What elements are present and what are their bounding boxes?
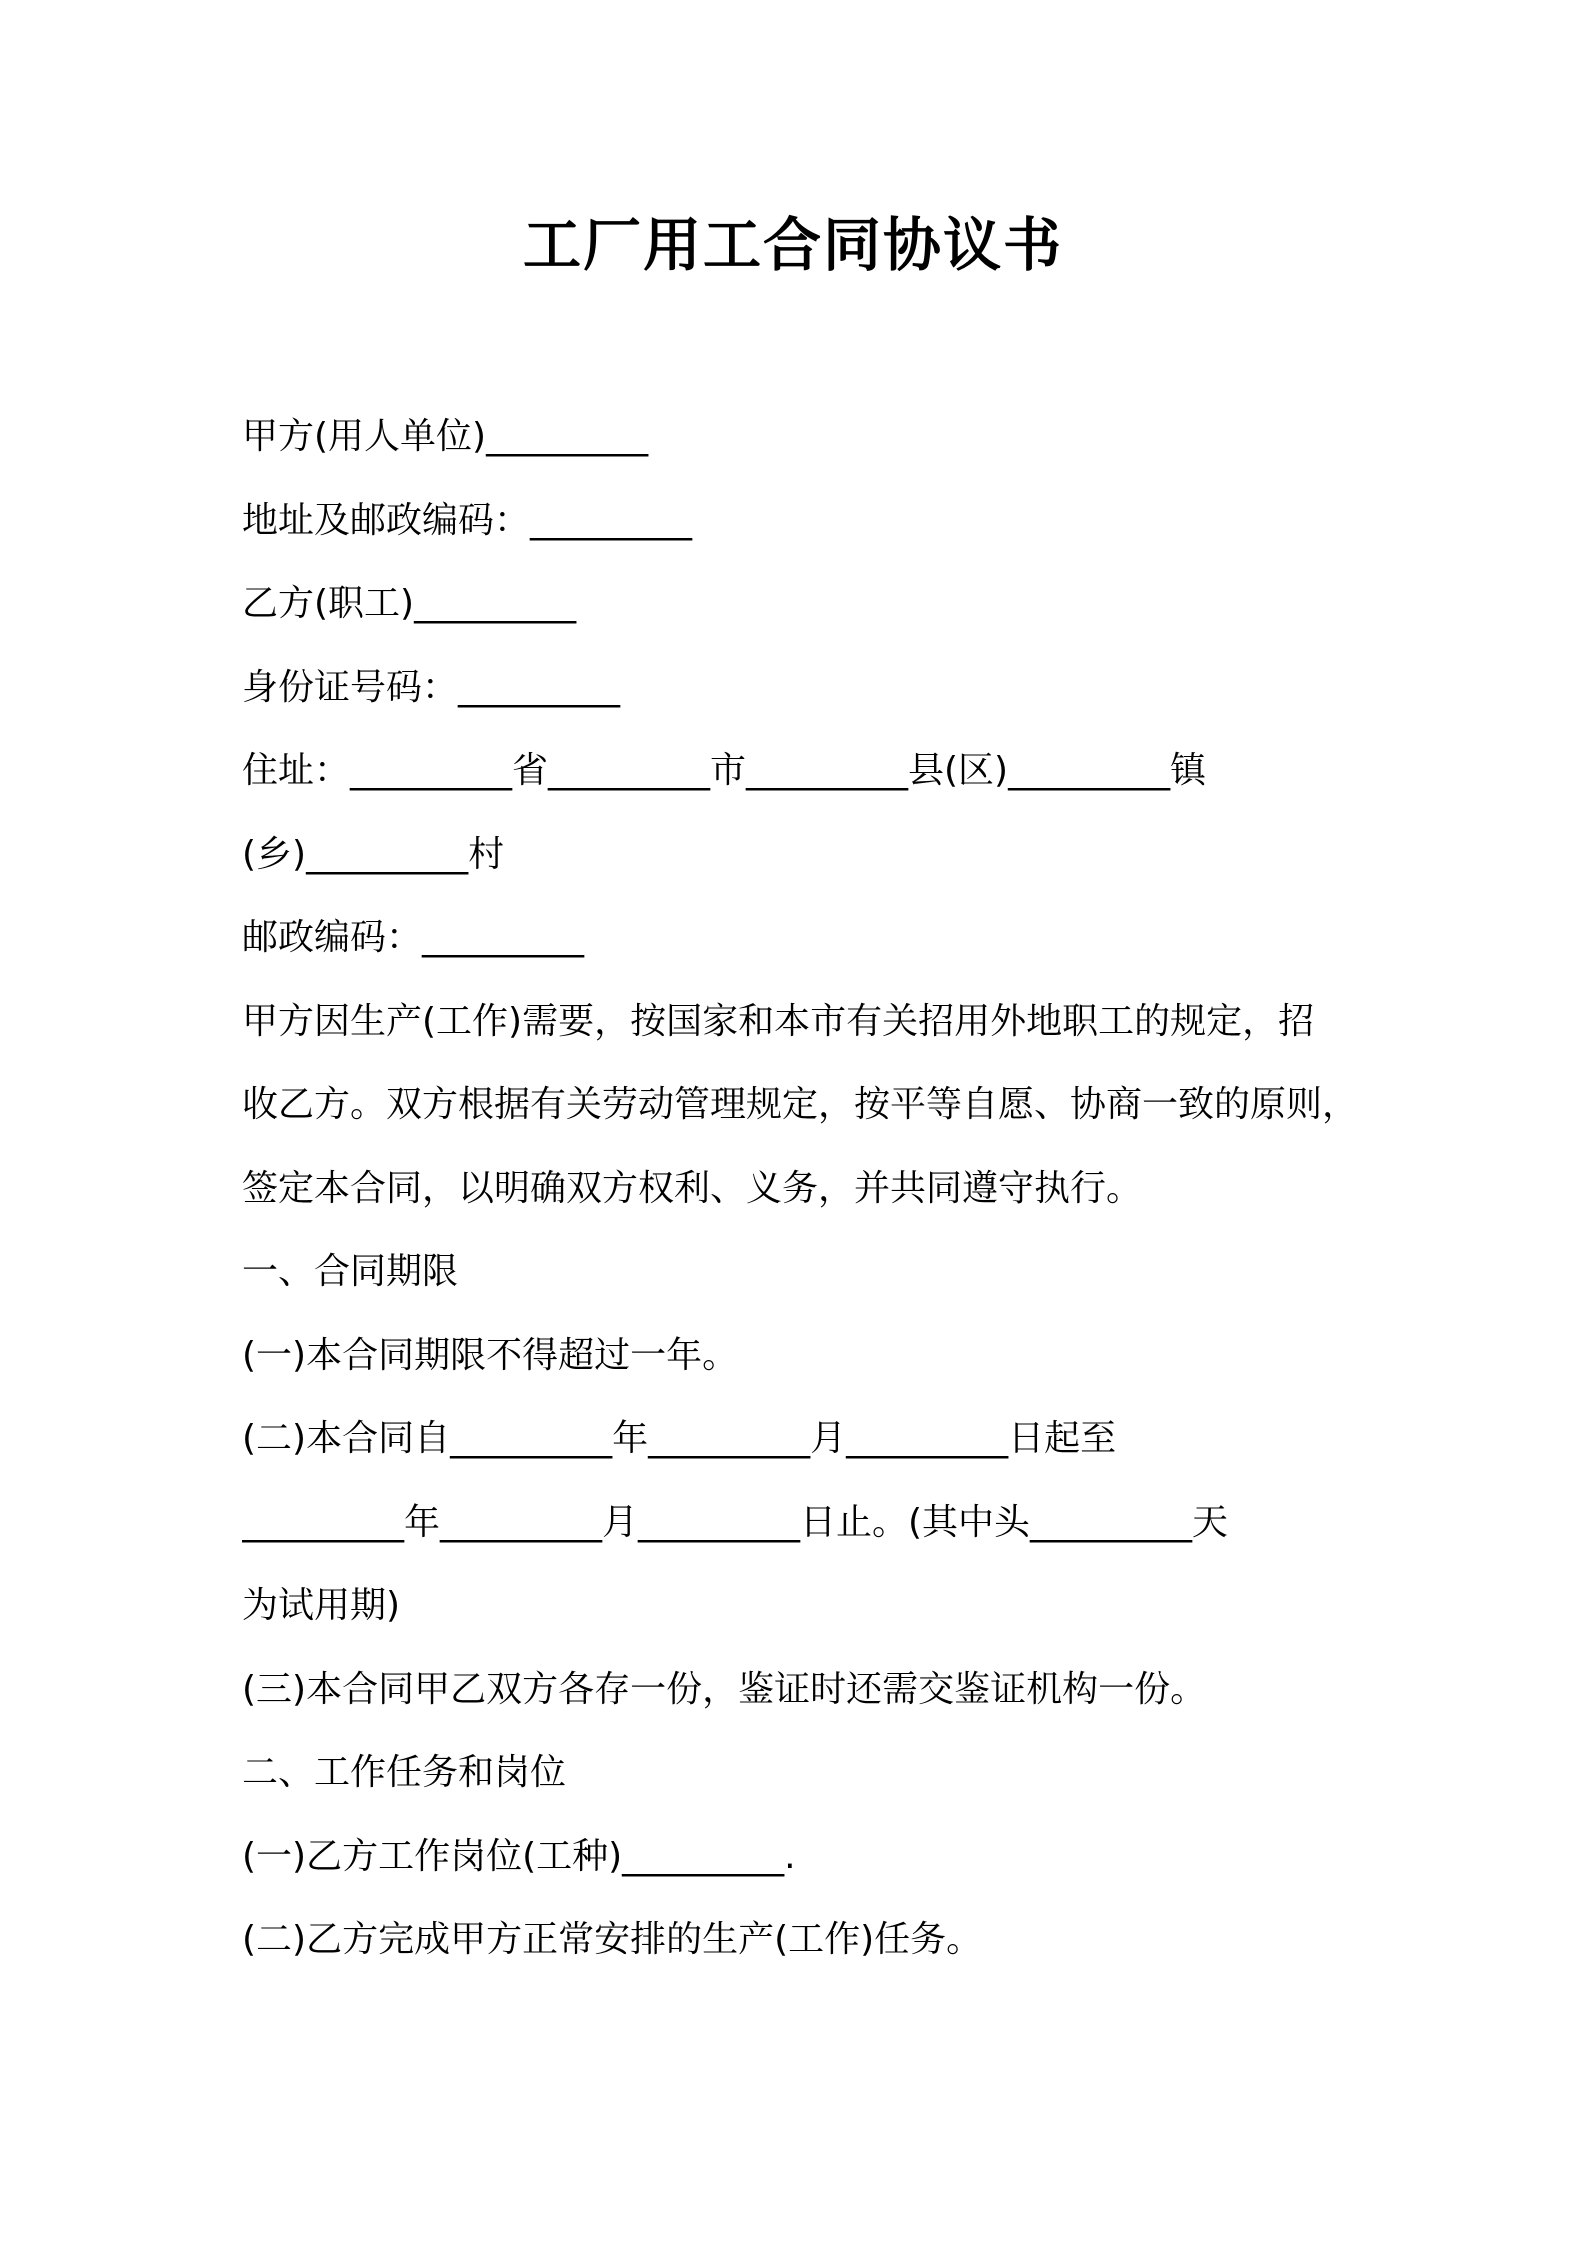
address-postcode-line: 地址及邮政编码：_________ bbox=[242, 499, 693, 541]
section-heading-duties: 二、工作任务和岗位 bbox=[242, 1752, 567, 1793]
party-b-line: 乙方(职工)_________ bbox=[242, 583, 577, 624]
document-body bbox=[242, 402, 1362, 1989]
preamble-line-1: 甲方因生产(工作)需要，按国家和本市有关招用外地职工的规定，招 bbox=[242, 1000, 1315, 1042]
section-heading-term: 一、合同期限 bbox=[242, 1251, 459, 1292]
postcode-line: 邮政编码：_________ bbox=[242, 917, 585, 958]
document-title: 工厂用工合同协议书 bbox=[522, 211, 1063, 279]
residence-line-cont: (乡)_________村 bbox=[242, 833, 505, 875]
clause-1-1: (一)本合同期限不得超过一年。 bbox=[242, 1334, 739, 1376]
clause-2-1: (一)乙方工作岗位(工种)_________. bbox=[242, 1835, 796, 1877]
preamble-line-3: 签定本合同，以明确双方权利、义务，并共同遵守执行。 bbox=[242, 1167, 1143, 1209]
clause-2-2: (二)乙方完成甲方正常安排的生产(工作)任务。 bbox=[242, 1919, 983, 1960]
clause-1-2-cont-2: 为试用期) bbox=[242, 1585, 401, 1626]
party-a-line: 甲方(用人单位)_________ bbox=[242, 416, 649, 457]
id-number-line: 身份证号码：_________ bbox=[242, 666, 621, 708]
clause-1-2: (二)本合同自_________年_________月_________日起至 bbox=[242, 1418, 1117, 1459]
clause-1-2-cont: _________年_________月_________日止。(其中头_________天 bbox=[242, 1501, 1229, 1543]
preamble-line-2: 收乙方。双方根据有关劳动管理规定，按平等自愿、协商一致的原则， bbox=[242, 1084, 1359, 1125]
clause-1-3: (三)本合同甲乙双方各存一份，鉴证时还需交鉴证机构一份。 bbox=[242, 1668, 1207, 1710]
residence-line: 住址：_________省_________市_________县(区)_________镇 bbox=[242, 750, 1207, 791]
